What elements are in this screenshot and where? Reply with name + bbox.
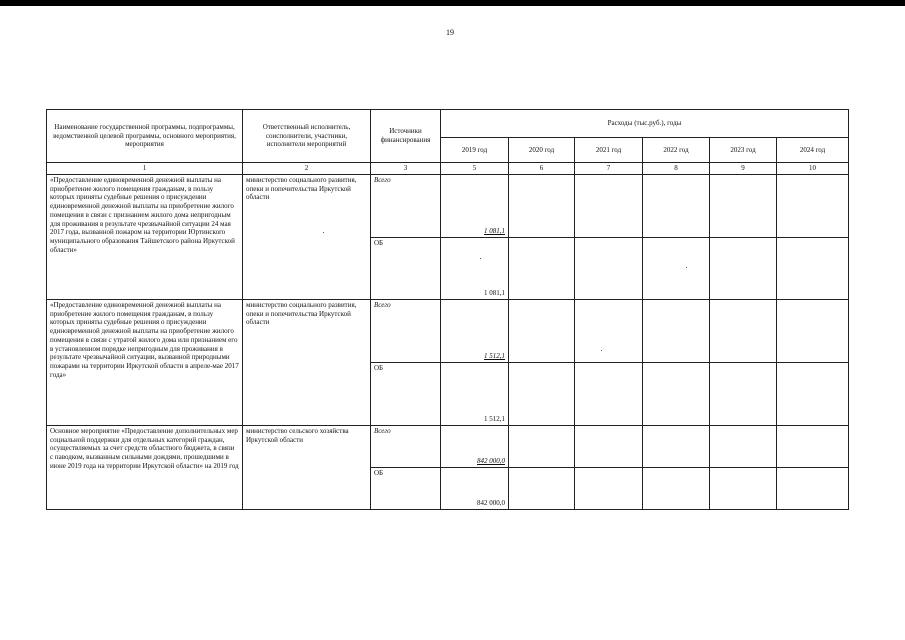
header-expenses: Расходы (тыс.руб.), годы	[441, 110, 849, 138]
scan-speck	[480, 258, 481, 259]
column-number: 1	[47, 163, 243, 175]
program-name: Основное мероприятие «Предоставление дополнительных мер социальной поддержки для отдельных категорий граждан, осуществляемых за счет средств областного бюджета, в связи с паводком, вызванным сильными дождями, прошедшими в июне 2019 года на территории Иркутской области» на 2019 год	[47, 425, 243, 509]
year-2023: 2023 год	[710, 138, 777, 163]
year-2022: 2022 год	[643, 138, 710, 163]
column-number: 6	[509, 163, 575, 175]
source-total-label: Всего	[371, 174, 441, 237]
total-2019-value: 842 000,0	[441, 425, 509, 467]
header-program: Наименование государственной программы, подпрограммы, ведомственной целевой программы, основного мероприятия, мероприятия	[47, 110, 243, 163]
ob-2019-value: 1 512,1	[441, 362, 509, 425]
column-number: 3	[371, 163, 441, 175]
total-2019-value: 1 512,1	[441, 299, 509, 362]
responsible-executor: министерство социального развития, опеки и попечительства Иркутской области	[243, 299, 371, 425]
source-total-label: Всего	[371, 299, 441, 362]
year-2024: 2024 год	[777, 138, 849, 163]
scan-speck	[686, 267, 687, 268]
budget-table	[46, 109, 849, 510]
column-number-row	[47, 163, 849, 175]
ob-2019-value: 1 081,1	[441, 237, 509, 299]
responsible-executor: министерство социального развития, опеки и попечительства Иркутской области	[243, 174, 371, 299]
header-source: Источники финансирования	[371, 110, 441, 163]
page-number: 19	[446, 28, 454, 37]
scan-speck	[323, 232, 324, 233]
source-ob-label: ОБ	[371, 467, 441, 509]
source-ob-label: ОБ	[371, 362, 441, 425]
source-ob-label: ОБ	[371, 237, 441, 299]
scan-top-border	[0, 0, 905, 6]
column-number: 9	[710, 163, 777, 175]
column-number: 10	[777, 163, 849, 175]
program-name: «Предоставление единовременной денежной выплаты на приобретение жилого помещения гражданам, в пользу которых приняты судебные решения о присуждении единовременной денежной выплаты на приобретение жилого помещения в связи с признанием жилого дома непригодным для проживания в результате чрезвычайной ситуации 24 мая 2017 года, вызванной пожаром на территории Юртинского муниципального образования Тайшетского района Иркутской области»	[47, 174, 243, 299]
responsible-executor: министерство сельского хозяйства Иркутской области	[243, 425, 371, 509]
scan-speck	[601, 350, 602, 351]
column-number: 2	[243, 163, 371, 175]
table-row	[47, 299, 849, 362]
header-responsible: Ответственный исполнитель, соисполнители, участники, исполнители мероприятий	[243, 110, 371, 163]
year-2020: 2020 год	[509, 138, 575, 163]
table-row	[47, 174, 849, 237]
column-number: 7	[575, 163, 643, 175]
ob-2019-value: 842 000,0	[441, 467, 509, 509]
year-2021: 2021 год	[575, 138, 643, 163]
total-2019-value: 1 081,1	[441, 174, 509, 237]
column-number: 5	[441, 163, 509, 175]
source-total-label: Всего	[371, 425, 441, 467]
table-row	[47, 425, 849, 467]
year-2019: 2019 год	[441, 138, 509, 163]
column-number: 8	[643, 163, 710, 175]
program-name: «Предоставление единовременной денежной выплаты на приобретение жилого помещения гражданам, в пользу которых приняты судебные решения о присуждении единовременной денежной выплаты на приобретение жилого помещения в связи с утратой жилого дома или признанием его в установленном порядке непригодным для проживания в результате чрезвычайной ситуации, вызванной природными пожарами на территории Иркутской области в апреле-мае 2017 года»	[47, 299, 243, 425]
